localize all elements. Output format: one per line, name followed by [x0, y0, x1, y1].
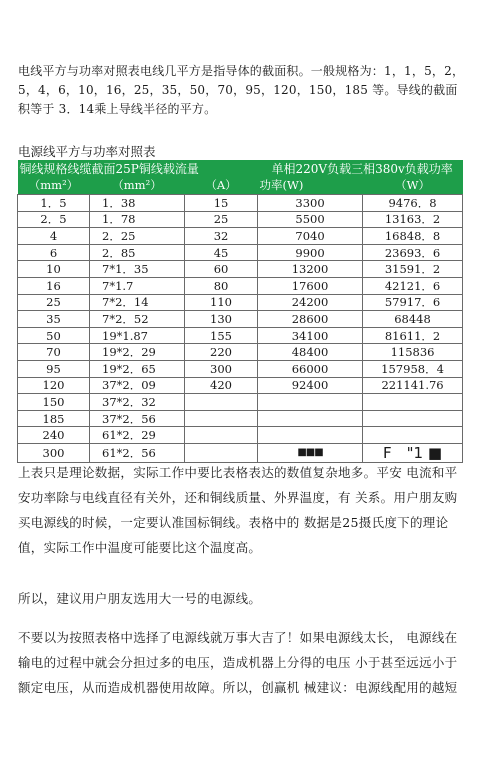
table-cell: 48400 — [258, 344, 363, 361]
table-row — [18, 344, 463, 361]
header-unit-mm2-b: （mm²） — [90, 177, 185, 195]
table-cell: 1．38 — [90, 195, 185, 212]
table-cell: 17600 — [258, 277, 363, 294]
table-cell: 61*2．56 — [90, 443, 185, 462]
table-row — [18, 377, 463, 394]
table-cell: 1．78 — [90, 211, 185, 228]
table-cell: 28600 — [258, 311, 363, 328]
table-cell: 60 — [185, 261, 258, 278]
header-unit-w-three: （W） — [363, 177, 463, 195]
table-cell: 57917．6 — [363, 294, 463, 311]
table-row — [18, 261, 463, 278]
header-left-label: 铜线规格线缆截面25P铜线载流量 — [18, 160, 258, 177]
table-cell: 300 — [185, 360, 258, 377]
table-cell: 35 — [18, 311, 90, 328]
table-cell: 420 — [185, 377, 258, 394]
header-right-label: 单相220V负载三相380v负载功率 — [258, 160, 463, 177]
table-cell: 32 — [185, 228, 258, 245]
table-cell: 68448 — [363, 311, 463, 328]
table-cell: 45 — [185, 244, 258, 261]
paragraph-recommendation: 所以，建议用户朋友选用大一号的电源线。 — [18, 591, 262, 606]
table-cell: 19*2．29 — [90, 344, 185, 361]
table-cell: 1．5 — [18, 195, 90, 212]
table-cell: 66000 — [258, 360, 363, 377]
table-cell — [258, 394, 363, 411]
table-cell: 2．5 — [18, 211, 90, 228]
table-cell: 19*1.87 — [90, 327, 185, 344]
table-row — [18, 294, 463, 311]
table-row — [18, 244, 463, 261]
table-row — [18, 228, 463, 245]
table-cell — [185, 394, 258, 411]
header-unit-a: （A） — [185, 177, 258, 195]
table-cell: 4 — [18, 228, 90, 245]
table-cell: 16848．8 — [363, 228, 463, 245]
table-cell: 6 — [18, 244, 90, 261]
table-row — [18, 410, 463, 427]
table-cell: 50 — [18, 327, 90, 344]
table-row — [18, 427, 463, 444]
table-cell: 221141.76 — [363, 377, 463, 394]
table-cell: 2．25 — [90, 228, 185, 245]
table-cell: 120 — [18, 377, 90, 394]
table-cell: 10 — [18, 261, 90, 278]
table-cell: 37*2．32 — [90, 394, 185, 411]
header-unit-w-single: 功率(W) — [258, 177, 363, 195]
table-row — [18, 211, 463, 228]
table-cell: 2．85 — [90, 244, 185, 261]
table-cell: 7*2．14 — [90, 294, 185, 311]
table-cell: 5500 — [258, 211, 363, 228]
table-cell — [363, 410, 463, 427]
table-cell — [258, 427, 363, 444]
table-cell: F "1 ■ — [363, 443, 463, 462]
table-cell: 81611．2 — [363, 327, 463, 344]
table-header-row-2 — [18, 177, 463, 195]
table-cell: 70 — [18, 344, 90, 361]
table-cell: 95 — [18, 360, 90, 377]
table-cell: 3300 — [258, 195, 363, 212]
table-cell: 300 — [18, 443, 90, 462]
table-cell: 13163．2 — [363, 211, 463, 228]
table-cell: 37*2．09 — [90, 377, 185, 394]
table-cell: 157958．4 — [363, 360, 463, 377]
table-cell: 61*2．29 — [90, 427, 185, 444]
table-row — [18, 311, 463, 328]
section-title: 电源线平方与功率对照表 — [18, 144, 156, 159]
table-cell: 7040 — [258, 228, 363, 245]
table-cell: 9900 — [258, 244, 363, 261]
table-cell: 34100 — [258, 327, 363, 344]
table-cell: 31591．2 — [363, 261, 463, 278]
wire-power-table — [17, 160, 463, 463]
table-row — [18, 360, 463, 377]
table-cell: 220 — [185, 344, 258, 361]
paragraph-notes: 上表只是理论数据，实际工作中要比表格表达的数值复杂地多。平安 电流和平安功率除与电线直径有关外，还和铜线质量、外界温度，有 关系。用户朋友购买电源线的时候，一定要认准国标铜线。表格中的 数据是25摄氏度下的理论值，实际工作中温度可能要比这个温度高。 — [18, 465, 458, 555]
table-cell: 92400 — [258, 377, 363, 394]
table-cell — [363, 427, 463, 444]
table-cell — [363, 394, 463, 411]
table-cell: 42121．6 — [363, 277, 463, 294]
table-cell: 25 — [185, 211, 258, 228]
header-unit-mm2: （mm²） — [18, 177, 90, 195]
table-cell: 15 — [185, 195, 258, 212]
table-row — [18, 195, 463, 212]
table-cell: 130 — [185, 311, 258, 328]
table-cell: 16 — [18, 277, 90, 294]
table-cell: 185 — [18, 410, 90, 427]
table-cell — [258, 410, 363, 427]
table-cell: 7*1.7 — [90, 277, 185, 294]
table-cell: ■■■ — [258, 443, 363, 462]
table-cell: 80 — [185, 277, 258, 294]
table-body — [18, 195, 463, 463]
table-cell: 24200 — [258, 294, 363, 311]
table-cell: 9476．8 — [363, 195, 463, 212]
table-cell — [185, 427, 258, 444]
table-cell: 13200 — [258, 261, 363, 278]
table-cell: 37*2．56 — [90, 410, 185, 427]
table-cell: 240 — [18, 427, 90, 444]
table-cell — [185, 410, 258, 427]
table-cell: 23693．6 — [363, 244, 463, 261]
table-cell: 150 — [18, 394, 90, 411]
table-cell: 25 — [18, 294, 90, 311]
table-cell: 115836 — [363, 344, 463, 361]
intro-paragraph: 电线平方与功率对照表电线几平方是指导体的截面积。一般规格为：1，1，5，2，5，4，6，10，16，25，35，50，70，95，120，150，185 等。导线的截面积等于 3．14乘上导线半径的平方。 — [18, 64, 465, 116]
table-header-row-1 — [18, 160, 463, 177]
table-cell: 7*1．35 — [90, 261, 185, 278]
table-cell: 155 — [185, 327, 258, 344]
table-row — [18, 277, 463, 294]
paragraph-warning: 不要以为按照表格中选择了电源线就万事大吉了！如果电源线太长， 电源线在输电的过程中就会分担过多的电压，造成机器上分得的电压 小于甚至远远小于额定电压，从而造成机器使用故障。所以，创赢机 械建议：电源线配用的越短 — [18, 630, 458, 695]
table-row — [18, 327, 463, 344]
table-row — [18, 394, 463, 411]
table-cell: 7*2．52 — [90, 311, 185, 328]
table-cell: 110 — [185, 294, 258, 311]
table-cell: 19*2．65 — [90, 360, 185, 377]
